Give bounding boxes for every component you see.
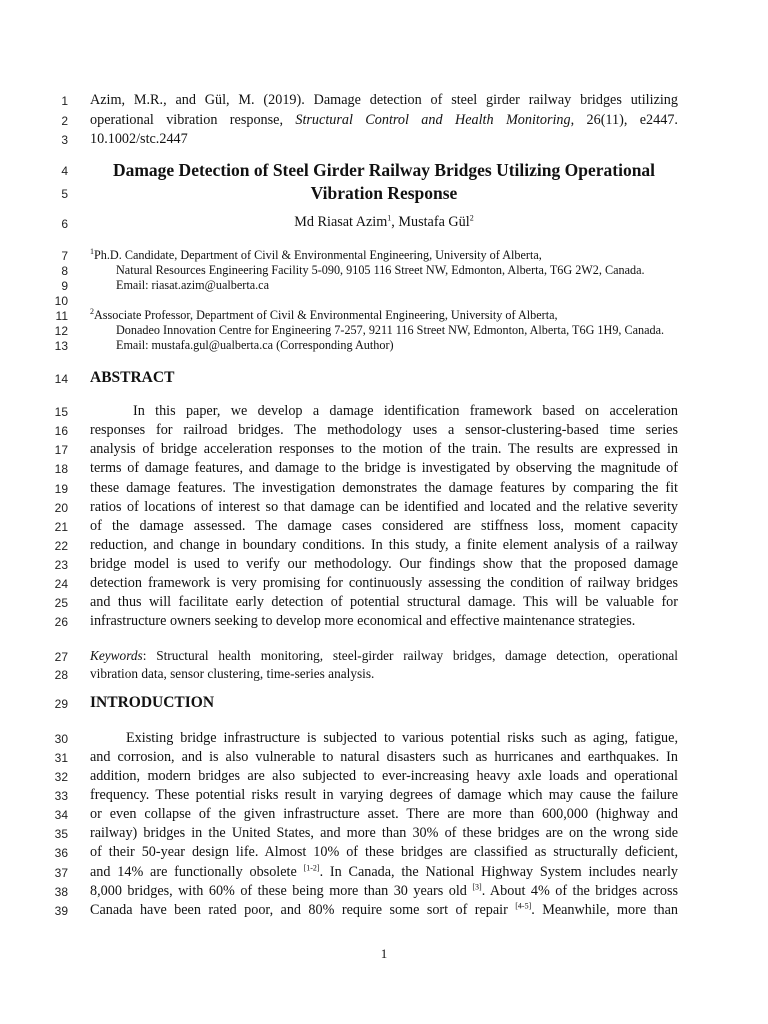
intro-line: of their 50-year design life. Almost 10% of these bridges are classified as structurally deficient, xyxy=(90,844,678,860)
intro-line: and corrosion, and is also vulnerable to natural disasters such as hurricanes and earthquakes. In xyxy=(90,749,678,765)
line-number: 8 xyxy=(61,264,68,278)
abstract-line: responses for railroad bridges. The methodology uses a sensor-clustering-based time series xyxy=(90,422,678,438)
abstract-line: infrastructure owners seeking to develop more economical and effective maintenance strategies. xyxy=(90,613,636,629)
abstract-line: In this paper, we develop a damage identification framework based on acceleration xyxy=(133,403,678,419)
line-number: 5 xyxy=(61,187,68,201)
intro-line: Existing bridge infrastructure is subjected to various potential risks such as aging, fatigue, xyxy=(126,730,678,746)
line-number: 3 xyxy=(61,133,68,147)
line-number: 22 xyxy=(54,539,68,553)
line-number: 25 xyxy=(54,596,68,610)
citation-ref: [3] xyxy=(472,882,482,892)
line-number: 11 xyxy=(55,309,68,323)
line-number: 7 xyxy=(61,249,68,263)
keywords-line-2: vibration data, sensor clustering, time-series analysis. xyxy=(90,666,375,681)
line-number: 21 xyxy=(54,520,68,534)
affiliation-2-address: Donadeo Innovation Centre for Engineering 7-257, 9211 116 Street NW, Edmonton, Alberta, T6G 1H9, Canada. xyxy=(116,323,665,337)
line-number: 13 xyxy=(54,339,68,353)
line-number: 4 xyxy=(61,164,68,178)
line-number: 36 xyxy=(54,846,68,860)
author-list: Md Riasat Azim$^1$, Mustafa Gül$^2$ xyxy=(294,213,474,230)
keywords-label: Keywords xyxy=(90,648,143,663)
line-number: 18 xyxy=(54,462,68,476)
line-number: 1 xyxy=(61,94,68,108)
line-number: 27 xyxy=(54,650,68,664)
line-number: 28 xyxy=(54,668,68,682)
line-number: 35 xyxy=(54,827,68,841)
citation-line-2: operational vibration response, Structural Control and Health Monitoring, 26(11), e2447. xyxy=(90,112,678,128)
intro-line: frequency. These potential risks result in varying degrees of damage which may cause the failure xyxy=(90,787,678,803)
abstract-line: of the damage assessed. The damage cases considered are stiffness loss, moment capacity xyxy=(90,518,678,534)
line-number: 2 xyxy=(61,114,68,128)
line-number: 10 xyxy=(54,294,68,308)
abstract-line: detection framework is very promising for continuously assessing the condition of railway bridges xyxy=(90,575,678,591)
abstract-line: and thus will facilitate early detection of potential structural damage. This will be valuable for xyxy=(90,594,678,610)
journal-name: Structural Control and Health Monitoring xyxy=(295,112,571,128)
page-number: 1 xyxy=(380,946,388,961)
abstract-line: these damage features. The investigation demonstrates the damage features by comparing the fit xyxy=(90,480,678,496)
line-number: 15 xyxy=(54,405,68,419)
line-number: 39 xyxy=(54,904,68,918)
intro-line: addition, modern bridges are also subjected to ever-increasing heavy axle loads and operational xyxy=(90,768,678,784)
intro-line: and 14% are functionally obsolete [1-2]. In Canada, the National Highway System includes nearly xyxy=(90,863,678,880)
affiliation-2-email: Email: mustafa.gul@ualberta.ca (Corresponding Author) xyxy=(116,338,394,352)
line-number: 31 xyxy=(54,751,68,765)
line-number: 34 xyxy=(54,808,68,822)
line-number: 29 xyxy=(54,697,68,711)
citation-line-1: Azim, M.R., and Gül, M. (2019). Damage detection of steel girder railway bridges utilizing xyxy=(90,92,678,108)
paper-title-line-1: Damage Detection of Steel Girder Railway Bridges Utilizing Operational xyxy=(112,160,656,180)
line-number: 17 xyxy=(54,443,68,457)
intro-line: 8,000 bridges, with 60% of these being more than 30 years old [3]. About 4% of the bridges across xyxy=(90,882,678,899)
abstract-heading: ABSTRACT xyxy=(90,369,175,386)
citation-ref: [1-2] xyxy=(303,863,320,873)
line-number: 19 xyxy=(54,482,68,496)
citation-ref: [4-5] xyxy=(515,901,532,911)
line-number: 24 xyxy=(54,577,68,591)
line-number: 37 xyxy=(54,866,68,880)
intro-line: Canada have been rated poor, and 80% require some sort of repair [4-5]. Meanwhile, more than xyxy=(90,901,678,918)
affiliation-2: $^2$Associate Professor, Department of Civil & Environmental Engineering, University of Alberta, xyxy=(90,306,558,322)
affiliation-1: $^1$Ph.D. Candidate, Department of Civil & Environmental Engineering, University of Alberta, xyxy=(90,246,542,262)
intro-line: or even collapse of the given infrastructure asset. There are more than 600,000 (highway and xyxy=(90,806,678,822)
introduction-heading: INTRODUCTION xyxy=(90,694,215,711)
paper-title-line-2: Vibration Response xyxy=(310,183,458,203)
abstract-line: terms of damage features, and damage to the bridge is investigated by observing the magnitude of xyxy=(90,460,678,476)
line-number: 33 xyxy=(54,789,68,803)
line-number: 38 xyxy=(54,885,68,899)
keywords-line-1: Keywords: Structural health monitoring, steel-girder railway bridges, damage detection, operational xyxy=(90,648,678,663)
line-number: 12 xyxy=(54,324,68,338)
line-number: 26 xyxy=(54,615,68,629)
affiliation-1-email: Email: riasat.azim@ualberta.ca xyxy=(116,278,269,292)
line-number: 16 xyxy=(54,424,68,438)
line-number: 30 xyxy=(54,732,68,746)
affiliation-1-address: Natural Resources Engineering Facility 5-090, 9105 116 Street NW, Edmonton, Alberta, T6G 2W2, Canada. xyxy=(116,263,645,277)
line-number: 6 xyxy=(61,217,68,231)
line-number: 20 xyxy=(54,501,68,515)
abstract-line: bridge model is used to verify our methodology. Our findings show that the proposed damage xyxy=(90,556,678,572)
line-number: 23 xyxy=(54,558,68,572)
abstract-line: reduction, and change in boundary conditions. In this study, a finite element analysis of a railway xyxy=(90,537,678,553)
abstract-line: ratios of locations of interest so that damage can be identified and located and the relative severity xyxy=(90,499,678,515)
line-number: 14 xyxy=(54,372,68,386)
line-number: 9 xyxy=(61,279,68,293)
abstract-line: analysis of bridge acceleration responses to the motion of the train. The results are expressed in xyxy=(90,441,678,457)
line-number: 32 xyxy=(54,770,68,784)
citation-doi: 10.1002/stc.2447 xyxy=(90,131,188,147)
intro-line: railway) bridges in the United States, and more than 30% of these bridges are on the wrong side xyxy=(90,825,678,841)
